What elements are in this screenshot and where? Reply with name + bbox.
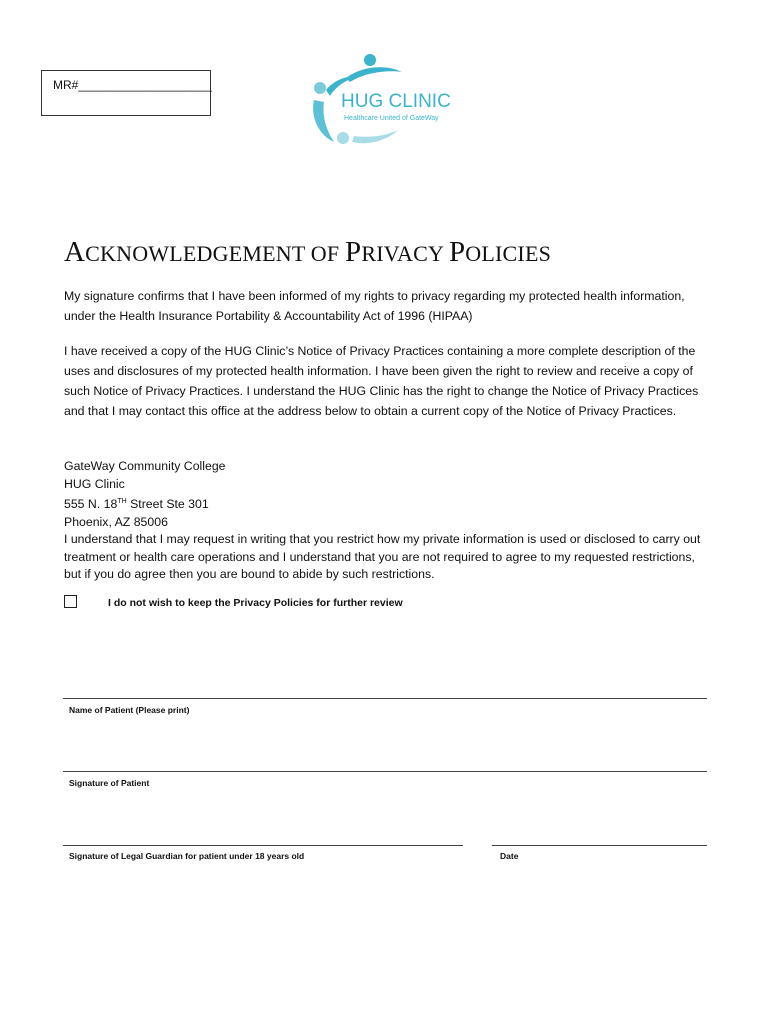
- no-keep-policies-label: I do not wish to keep the Privacy Policies for further review: [108, 597, 403, 609]
- hipaa-paragraph: My signature confirms that I have been informed of my rights to privacy regarding my protected health information, under the Health Insurance Portability & Accountability Act of 1996 (HIPAA): [64, 289, 685, 323]
- address-line-3: 555 N. 18TH Street Ste 301: [64, 497, 209, 512]
- mr-number-label: MR#____________________: [53, 78, 212, 92]
- patient-name-label: Name of Patient (Please print): [69, 705, 190, 715]
- mr-number-box[interactable]: [41, 70, 211, 116]
- address-line-1: GateWay Community College: [64, 459, 226, 473]
- logo-swoosh-icon: [352, 130, 398, 143]
- no-keep-policies-checkbox[interactable]: [64, 595, 77, 608]
- notice-paragraph: I have received a copy of the HUG Clinic’s Notice of Privacy Practices containing a more complete description of the uses and disclosures of my protected health information. I have been given the right to review and receive a copy of such Notice of Privacy Practices. I understand the HUG Clinic has the right to change the Notice of Privacy Practices and that I may contact this office at the address below to obtain a current copy of the Notice of Privacy Practices.: [64, 344, 699, 418]
- logo-person-head-icon: [314, 82, 326, 94]
- logo-person-head-icon: [364, 54, 376, 66]
- address-block: [64, 458, 714, 584]
- logo-swoosh-icon: [346, 67, 402, 82]
- date-label: Date: [500, 851, 519, 861]
- page-title: ACKNOWLEDGEMENT OF PRIVACY POLICIES: [64, 236, 552, 268]
- patient-name-line[interactable]: [63, 698, 707, 699]
- logo-name: HUG CLINIC: [341, 91, 451, 112]
- logo-swoosh-icon: [313, 100, 334, 142]
- guardian-signature-label: Signature of Legal Guardian for patient under 18 years old: [69, 851, 305, 861]
- address-line-2: HUG Clinic: [64, 476, 125, 491]
- patient-signature-label: Signature of Patient: [69, 778, 150, 788]
- restriction-paragraph: I understand that I may request in writing that you restrict how my private information is used or disclosed to carry out treatment or health care operations and I understand that you are not required to agree to my requested restrictions, but if you do agree then you are bound to abide by such restrictions.: [64, 532, 701, 582]
- hug-clinic-logo: [306, 50, 476, 150]
- patient-signature-line[interactable]: [63, 771, 707, 772]
- date-line[interactable]: [492, 845, 707, 846]
- logo-person-head-icon: [337, 132, 349, 144]
- address-line-4: Phoenix, AZ 85006: [64, 514, 168, 529]
- logo-tagline: Healthcare United of GateWay: [344, 115, 439, 122]
- guardian-signature-line[interactable]: [63, 845, 463, 846]
